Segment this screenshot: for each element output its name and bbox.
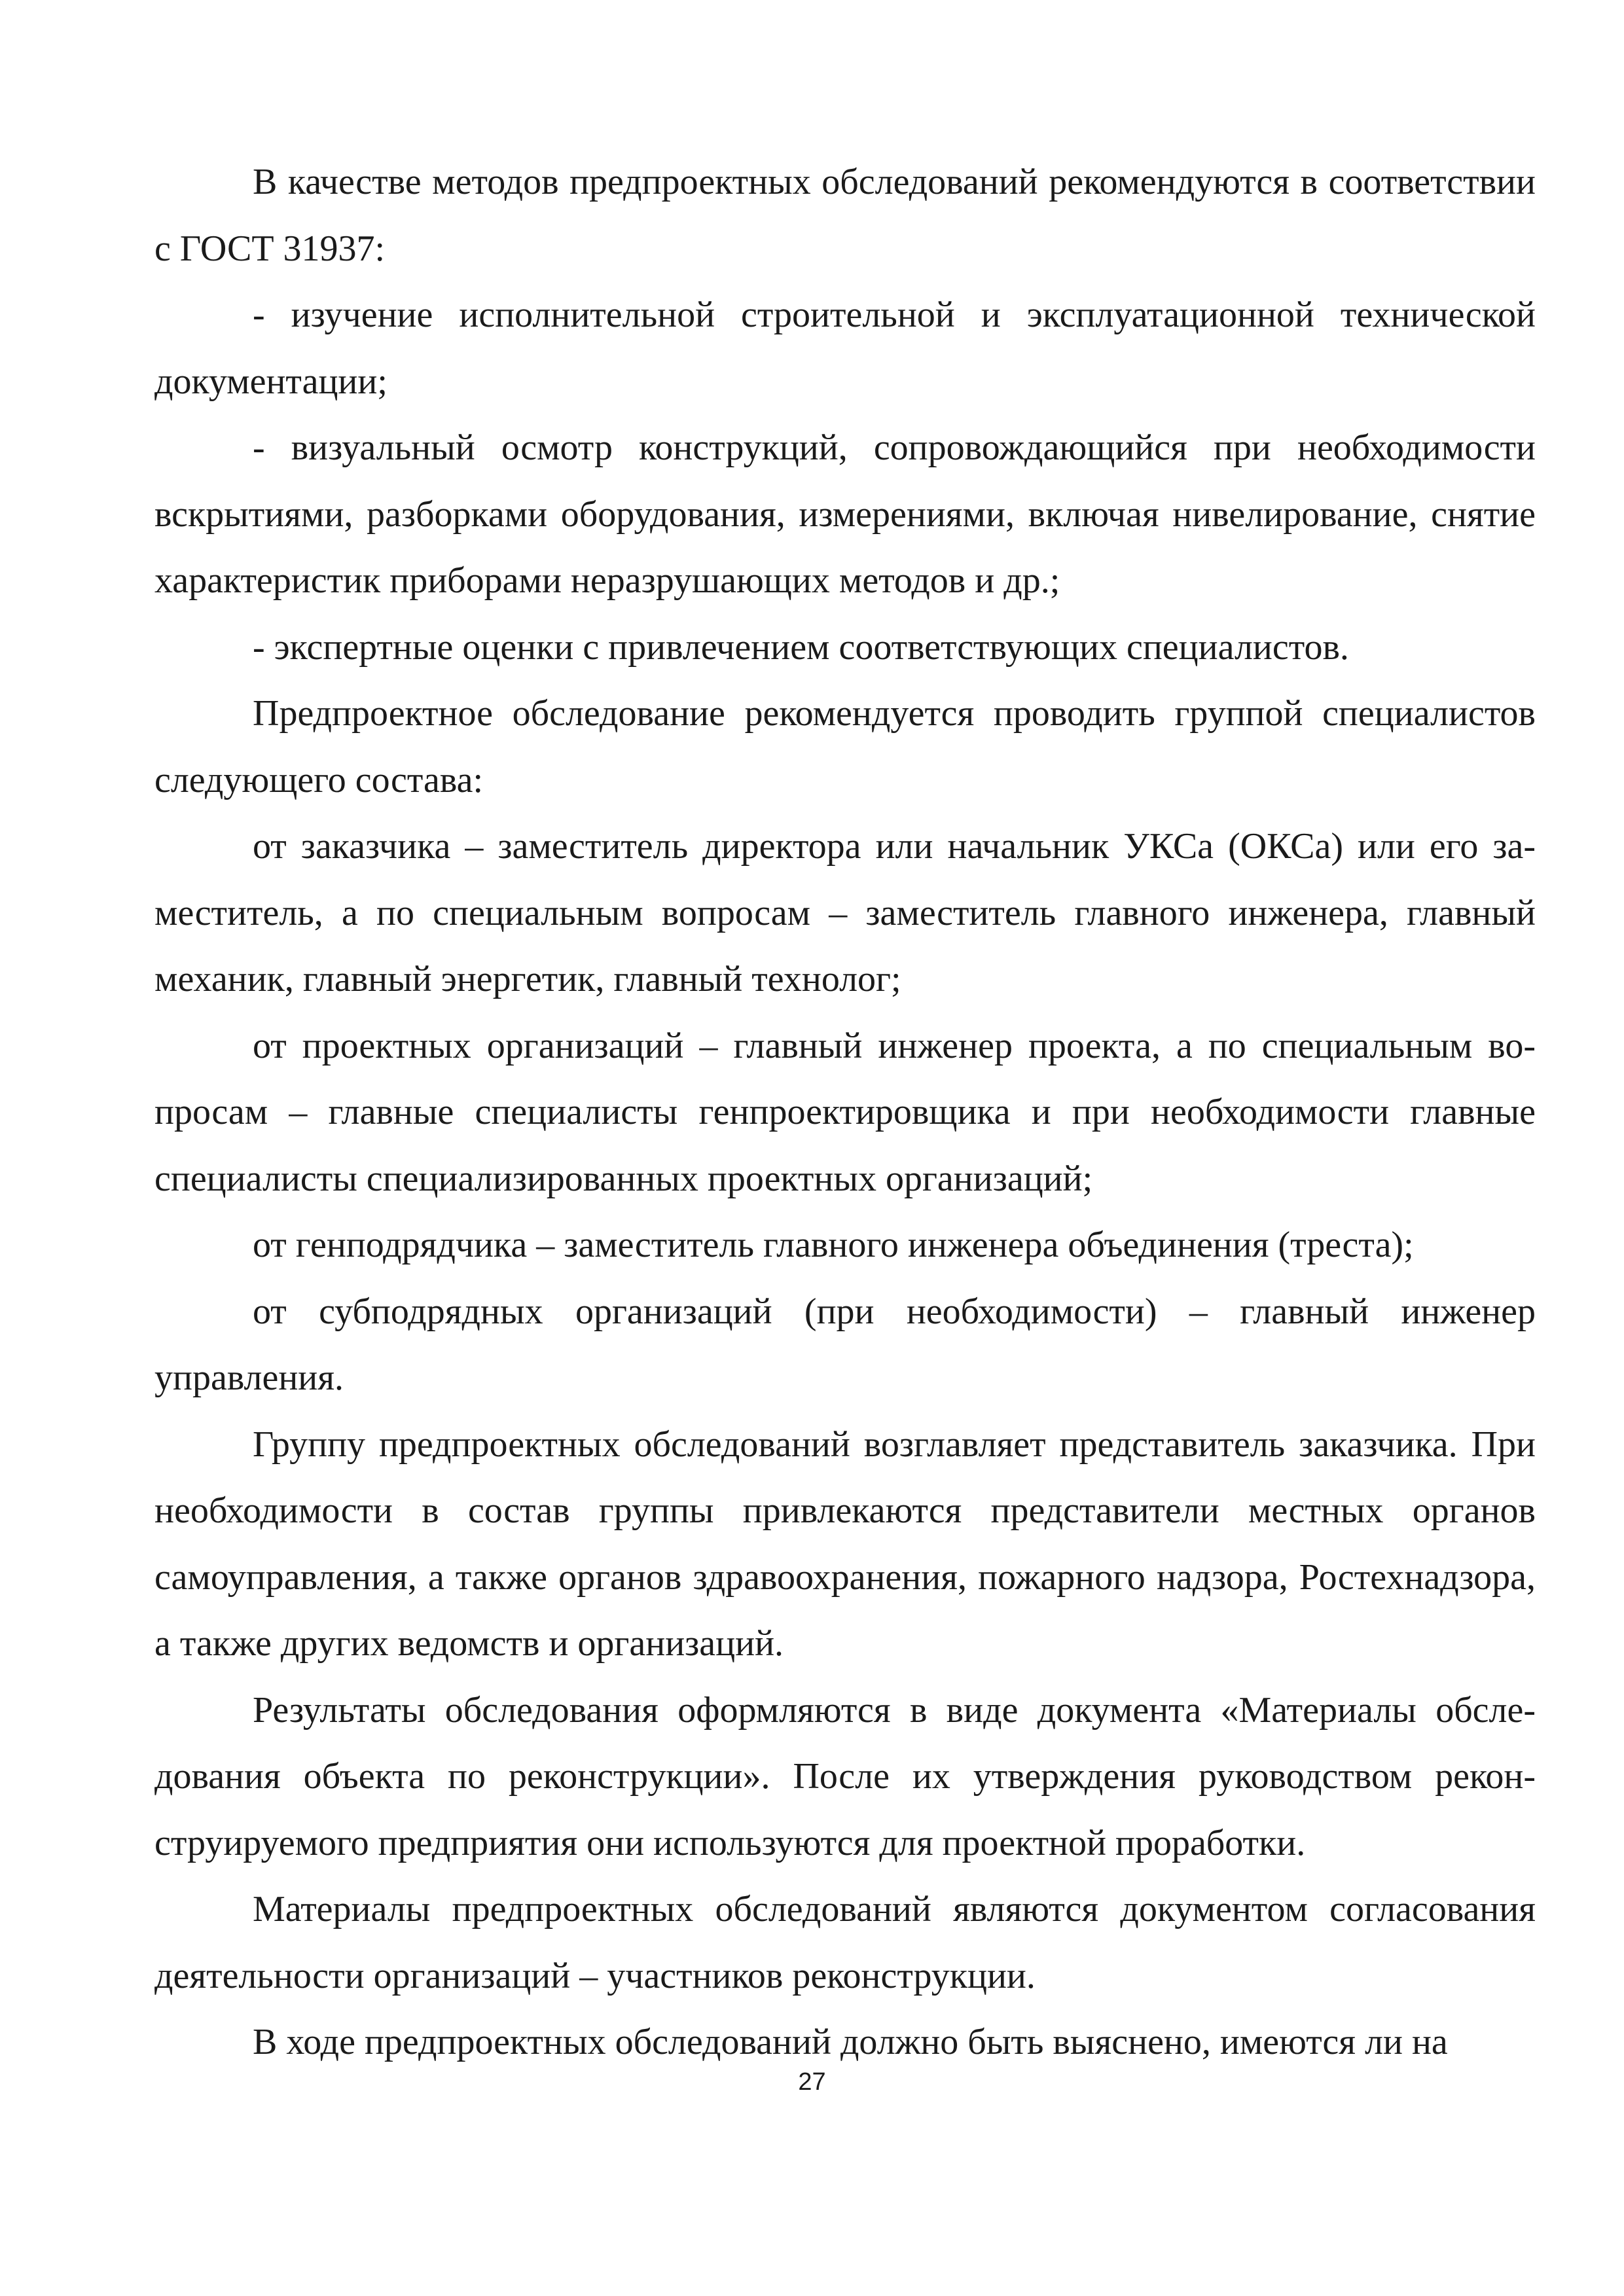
document-body — [154, 149, 1536, 2076]
page-number: 27 — [798, 2068, 826, 2096]
paragraph-gost-methods: В качестве методов предпроектных обследований рекомендуются в соответствии с ГОСТ 31937: — [154, 162, 1536, 269]
list-item-expert-assessment: - экспертные оценки с привлечением соответствующих специалистов. — [253, 626, 1349, 668]
paragraph-group-leader: Группу предпроектных обследований возглавляет представитель заказчика. При необходимости в состав группы привлекаются представители местных органов самоуправления, а также органов здравоохранения, пожарного надзора, Ростехнадзора, а также других ведомств и организаций. — [154, 1424, 1536, 1664]
paragraph-from-design-organizations: от проектных организаций – главный инженер проекта, а по специальным вопросам – главные специалисты генпроектировщика и при необходимости главные специалисты специализированных проектных организаций; — [154, 1025, 1536, 1199]
paragraph-survey-materials: Материалы предпроектных обследований являются документом согласования деятельности организаций – участников реконструкции. — [154, 1889, 1536, 1996]
paragraph-from-general-contractor: от генподрядчика – заместитель главного инженера объединения (треста); — [253, 1225, 1414, 1265]
paragraph-survey-course: В ходе предпроектных обследований должно быть выяснено, имеются ли на — [253, 2022, 1448, 2062]
paragraph-survey-group: Предпроектное обследование рекомендуется проводить группой специалистов следующего состава: — [154, 693, 1536, 800]
list-item-documentation-study: - изучение исполнительной строительной и эксплуатационной технической документации; — [154, 295, 1536, 402]
list-item-visual-inspection: - визуальный осмотр конструкций, сопровождающийся при необходимости вскрытиями, разборками оборудования, измерениями, включая нивелирование, снятие характеристик приборами неразрушающих методов и др.; — [154, 427, 1536, 601]
paragraph-from-subcontractors: от субподрядных организаций (при необходимости) – главный инженер управления. — [154, 1291, 1536, 1398]
paragraph-survey-results: Результаты обследования оформляются в виде документа «Материалы обследования объекта по реконструкции». После их утверждения руководством реконструируемого предприятия они используются для проектной проработки. — [154, 1689, 1536, 1863]
paragraph-from-customer: от заказчика – заместитель директора или начальник УКСа (ОКСа) или его заместитель, а по специальным вопросам – заместитель главного инженера, главный механик, главный энергетик, главный технолог; — [154, 826, 1536, 999]
